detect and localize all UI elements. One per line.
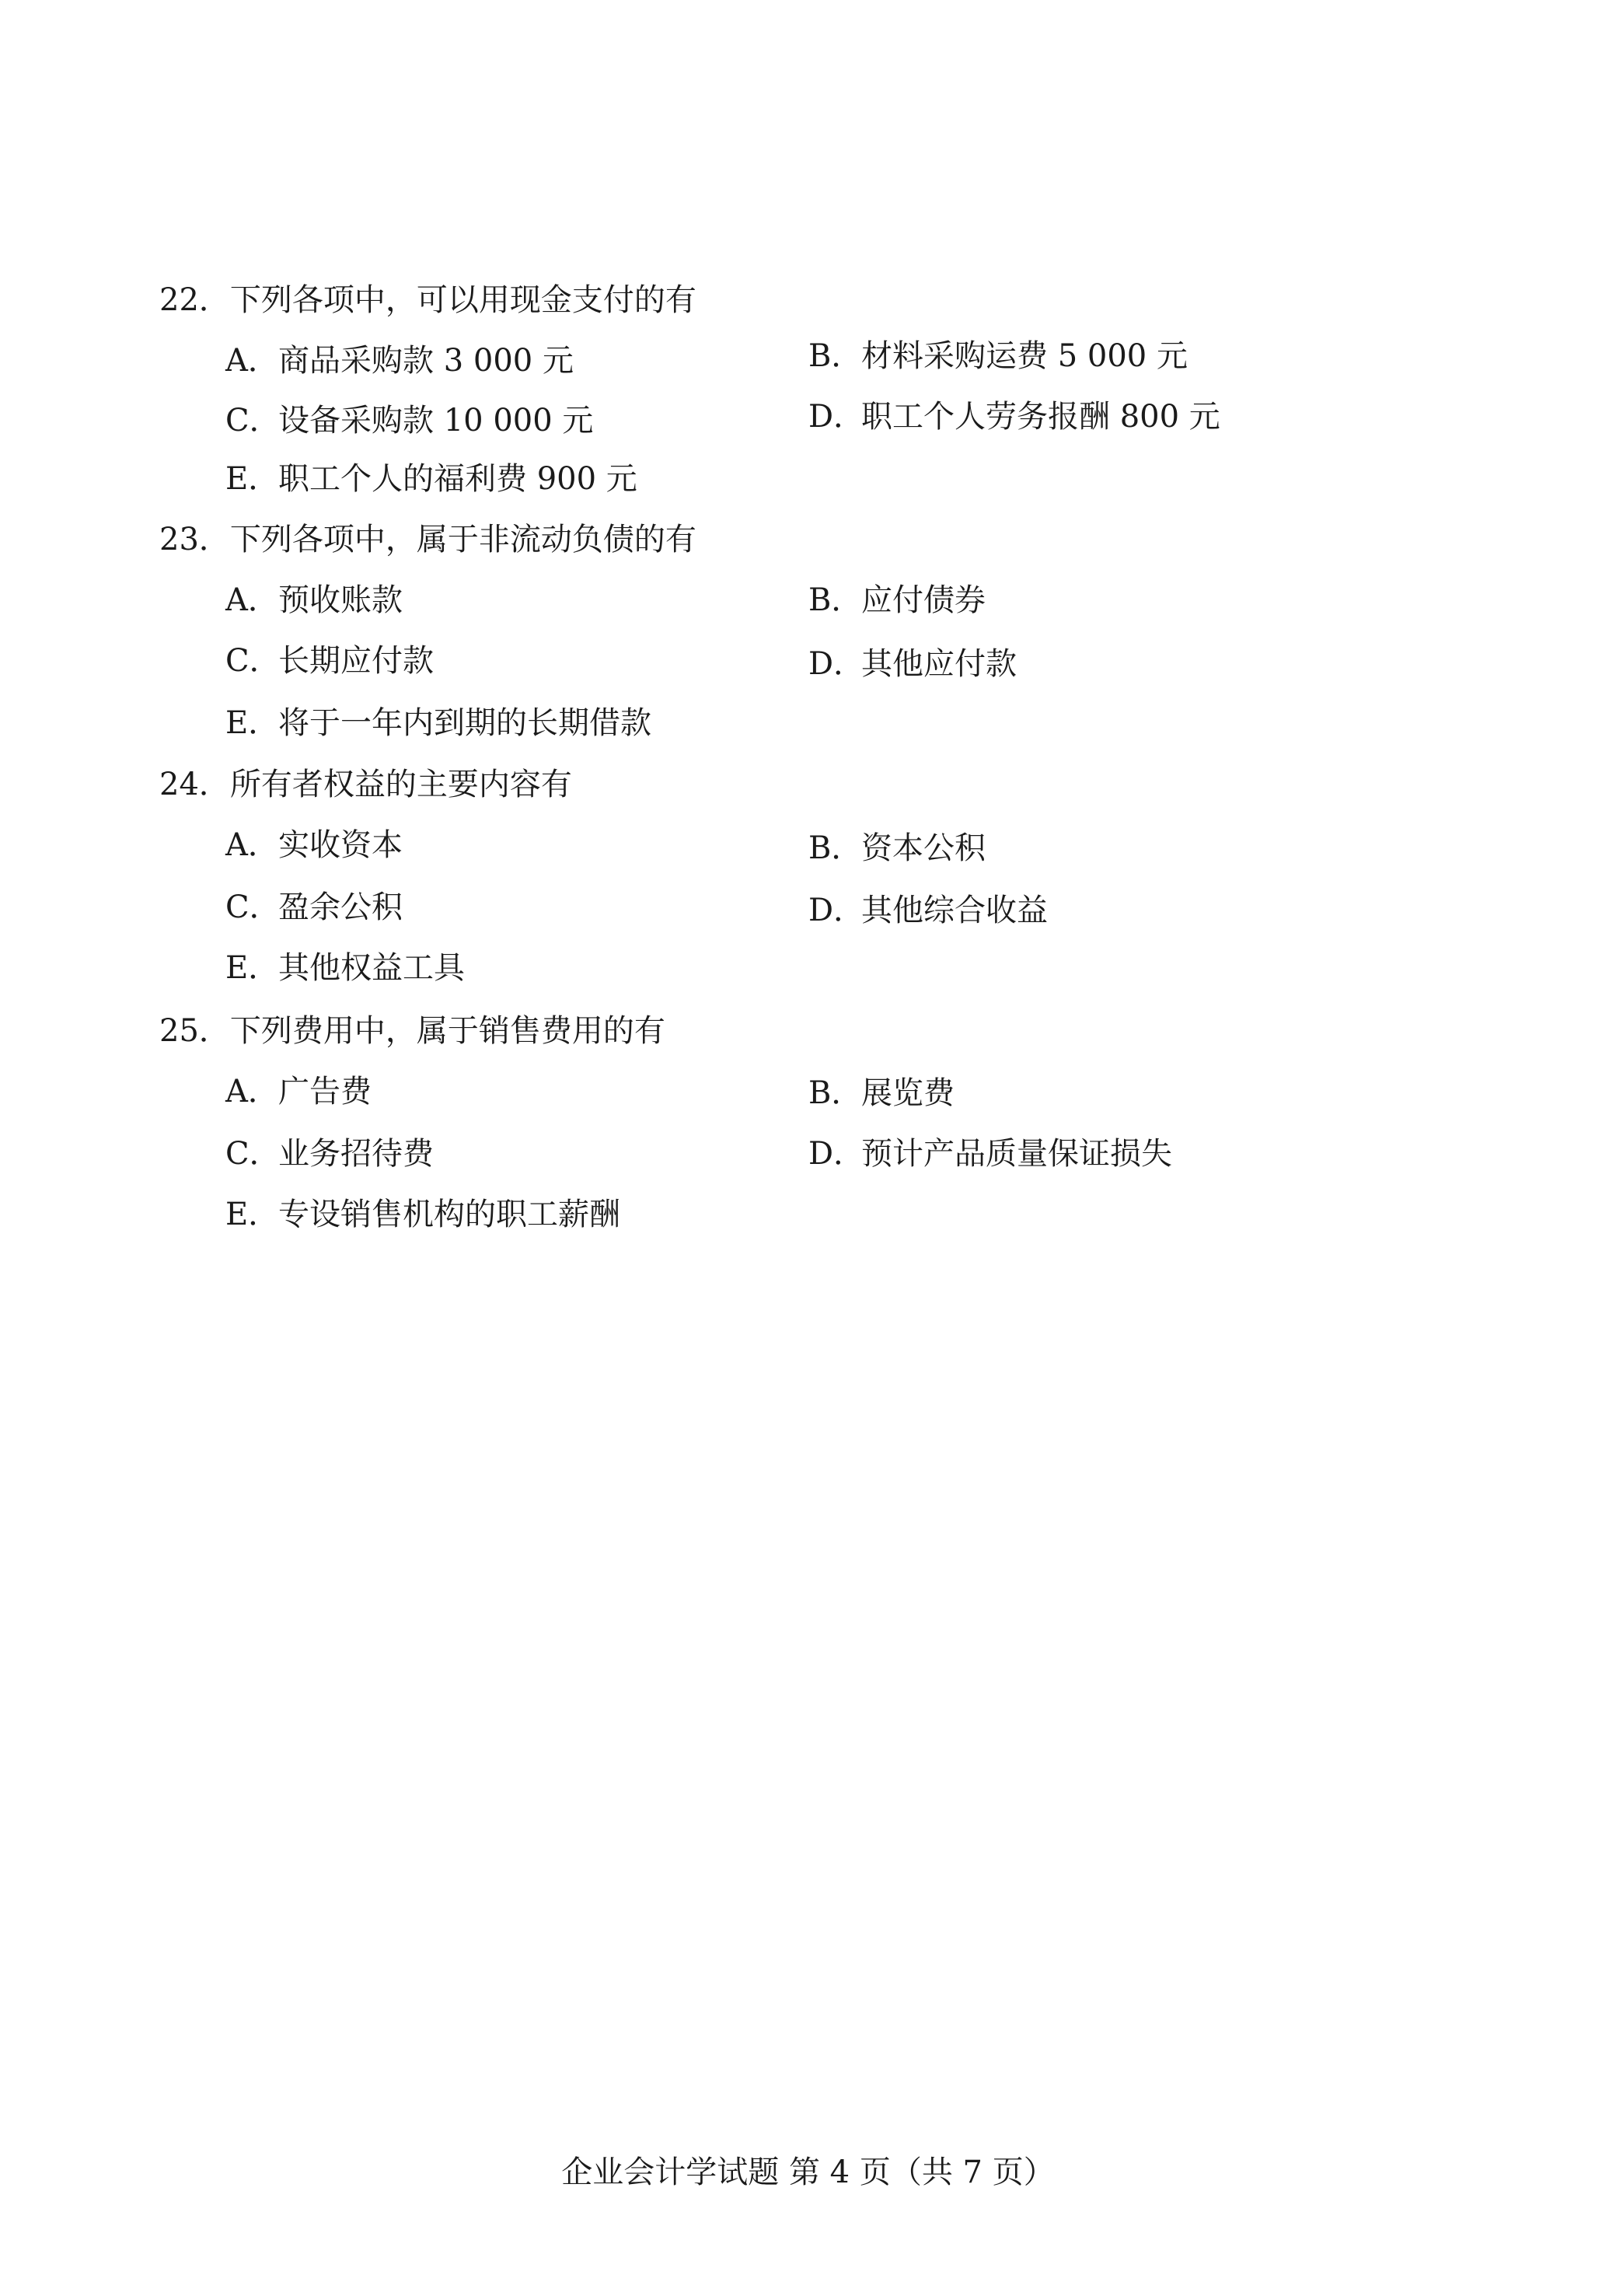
option-text: 预收账款 [278, 582, 403, 618]
question-number: 23． [159, 522, 230, 557]
option-letter: B． [808, 830, 863, 866]
option-a [225, 1071, 372, 1112]
option-letter: B． [808, 1075, 863, 1111]
option-text: 长期应付款 [278, 643, 434, 679]
option-letter: D． [808, 646, 865, 682]
option-letter: D． [808, 893, 865, 928]
page-footer: 企业会计学试题 第 4 页（共 7 页） [561, 2154, 1055, 2190]
option-text: 职工个人的福利费 900 元 [278, 461, 637, 497]
option-letter: E． [225, 950, 280, 986]
option-c [225, 400, 593, 441]
option-text: 其他权益工具 [278, 950, 465, 986]
question-stem [159, 764, 572, 805]
option-letter: D． [808, 399, 865, 435]
option-c [225, 641, 434, 681]
option-text: 将于一年内到期的长期借款 [278, 705, 651, 741]
question-stem [159, 519, 696, 560]
option-a [225, 341, 574, 381]
option-d [808, 397, 1220, 437]
option-letter: E． [225, 461, 280, 497]
option-d [808, 890, 1048, 931]
option-letter: D． [808, 1136, 865, 1172]
option-text: 设备采购款 10 000 元 [278, 403, 594, 439]
option-text: 商品采购款 3 000 元 [278, 343, 574, 379]
option-text: 业务招待费 [278, 1136, 434, 1172]
question-number: 24． [159, 767, 230, 802]
option-text: 应付债券 [861, 582, 986, 618]
option-letter: B． [808, 582, 863, 618]
option-text: 资本公积 [861, 830, 986, 866]
option-letter: A． [225, 343, 279, 379]
option-text: 其他应付款 [861, 646, 1017, 682]
option-text: 材料采购运费 5 000 元 [861, 338, 1188, 374]
option-text: 职工个人劳务报酬 800 元 [861, 399, 1220, 435]
option-letter: C． [225, 403, 281, 439]
question-number: 25． [159, 1013, 230, 1049]
option-text: 实收资本 [278, 827, 403, 863]
option-letter: C． [225, 889, 281, 925]
option-c [225, 1134, 434, 1174]
option-letter: E． [225, 1197, 280, 1232]
option-a [225, 825, 403, 865]
option-d [808, 1134, 1172, 1174]
option-e [225, 1194, 620, 1235]
option-text: 预计产品质量保证损失 [861, 1136, 1172, 1172]
option-c [225, 887, 403, 928]
option-b [808, 336, 1188, 376]
option-letter: C． [225, 1136, 281, 1172]
option-letter: A． [225, 582, 279, 618]
option-letter: A． [225, 1074, 279, 1110]
option-text: 广告费 [278, 1074, 372, 1110]
option-e [225, 703, 651, 743]
option-b [808, 1073, 955, 1113]
option-e [225, 948, 465, 988]
option-letter: E． [225, 705, 280, 741]
question-stem [159, 280, 696, 320]
option-letter: A． [225, 827, 279, 863]
option-e [225, 459, 637, 499]
option-b [808, 828, 986, 868]
option-d [808, 644, 1017, 684]
option-text: 其他综合收益 [861, 893, 1048, 928]
option-b [808, 580, 986, 620]
question-text: 下列各项中，属于非流动负债的有 [229, 522, 696, 557]
question-stem [159, 1011, 665, 1051]
option-letter: C． [225, 643, 281, 679]
option-text: 展览费 [861, 1075, 955, 1111]
option-letter: B． [808, 338, 863, 374]
option-text: 盈余公积 [278, 889, 403, 925]
option-a [225, 580, 403, 620]
option-text: 专设销售机构的职工薪酬 [278, 1197, 620, 1232]
question-number: 22． [159, 282, 230, 318]
question-text: 下列费用中，属于销售费用的有 [229, 1013, 665, 1049]
question-text: 所有者权益的主要内容有 [229, 767, 572, 802]
question-text: 下列各项中，可以用现金支付的有 [229, 282, 696, 318]
